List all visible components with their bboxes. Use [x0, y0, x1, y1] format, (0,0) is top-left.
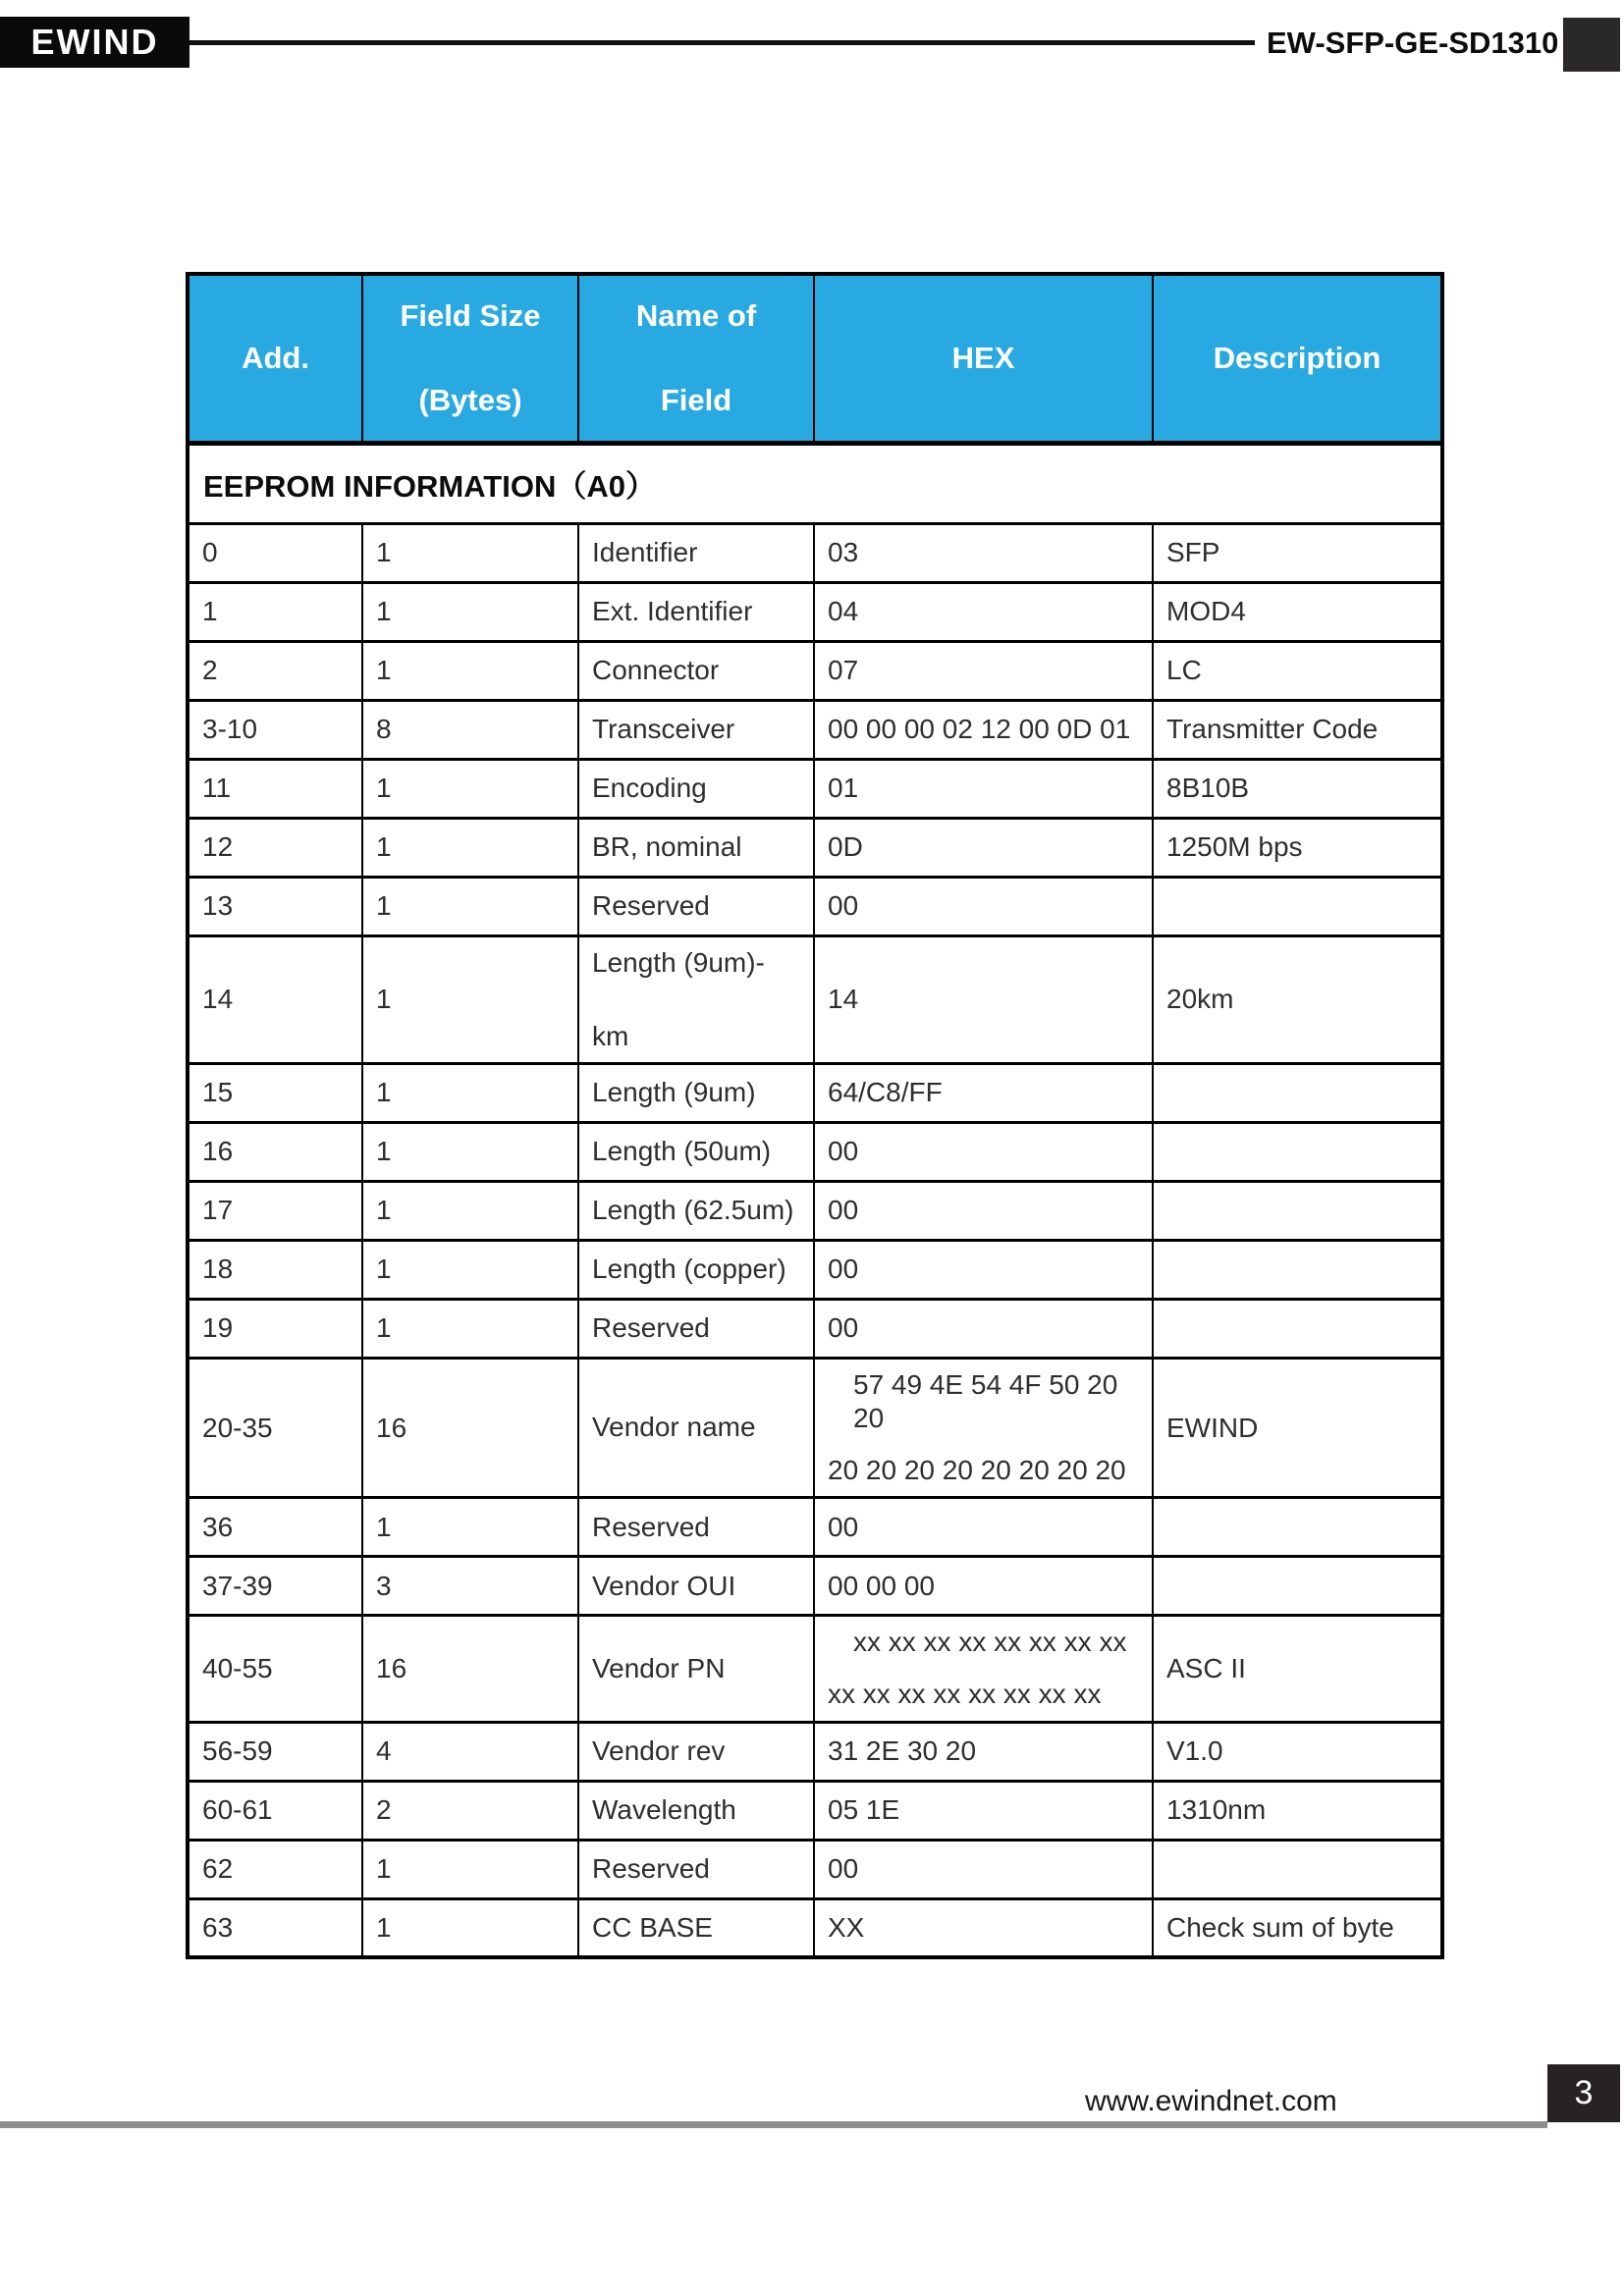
cell-add: 15 [188, 1063, 362, 1122]
cell-line: 00 [828, 1136, 859, 1167]
cell-add: 36 [188, 1498, 362, 1557]
table-row [188, 582, 1442, 641]
cell-line: Vendor OUI [592, 1570, 736, 1601]
cell-size: 1 [362, 523, 578, 582]
cell-line: km [592, 1020, 629, 1051]
cell-hex [814, 759, 1153, 818]
cell-hex [814, 1840, 1153, 1898]
page-number: 3 [1574, 2074, 1594, 2111]
table-row [188, 1498, 1442, 1557]
section-row [188, 443, 1442, 523]
table-row [188, 1240, 1442, 1299]
cell-line: 00 [828, 1195, 859, 1226]
col-header-name [578, 274, 814, 443]
col-header-add [188, 274, 362, 443]
table-row [188, 700, 1442, 759]
cell-line: Connector [592, 654, 720, 685]
cell-line: Identifier [592, 536, 698, 567]
cell-add: 1 [188, 582, 362, 641]
cell-desc [1153, 1498, 1442, 1557]
cell-size: 1 [362, 1063, 578, 1122]
cell-hex [814, 1722, 1153, 1781]
cell-name [578, 1299, 814, 1358]
cell-size: 1 [362, 759, 578, 818]
cell-hex [814, 1898, 1153, 1957]
cell-desc: MOD4 [1153, 582, 1442, 641]
cell-line: Reserved [592, 1511, 710, 1542]
cell-size: 8 [362, 700, 578, 759]
cell-desc: Transmitter Code [1153, 700, 1442, 759]
cell-line: 05 1E [828, 1794, 900, 1826]
table-header-row [188, 274, 1442, 443]
cell-hex [814, 523, 1153, 582]
cell-desc: 20km [1153, 935, 1442, 1063]
cell-line: 64/C8/FF [828, 1077, 943, 1108]
cell-line: 0D [828, 830, 863, 862]
cell-desc: LC [1153, 641, 1442, 700]
cell-hex [814, 1181, 1153, 1240]
col-header-line: (Bytes) [418, 382, 522, 417]
col-header-size [362, 274, 578, 443]
cell-name [578, 1498, 814, 1557]
cell-desc: 1310nm [1153, 1781, 1442, 1840]
table-row [188, 1063, 1442, 1122]
cell-line: 01 [828, 772, 859, 803]
cell-desc [1153, 1122, 1442, 1181]
cell-desc [1153, 877, 1442, 935]
col-header-line: Name of [635, 298, 757, 334]
cell-name [578, 818, 814, 877]
table-row [188, 1557, 1442, 1616]
cell-size: 1 [362, 935, 578, 1063]
table-body [188, 443, 1442, 1957]
cell-name [578, 1840, 814, 1898]
cell-line: BR, nominal [592, 830, 742, 862]
footer-website: www.ewindnet.com [1085, 2085, 1337, 2117]
cell-size: 1 [362, 1498, 578, 1557]
cell-line: 00 00 00 [828, 1570, 935, 1601]
col-header-line: Field [660, 382, 732, 417]
cell-line: 00 [828, 1511, 859, 1542]
cell-add: 3-10 [188, 700, 362, 759]
table-row [188, 818, 1442, 877]
cell-hex [814, 1358, 1153, 1497]
cell-desc: V1.0 [1153, 1722, 1442, 1781]
table-row [188, 1898, 1442, 1957]
cell-name [578, 1898, 814, 1957]
cell-add: 0 [188, 523, 362, 582]
table-row [188, 1358, 1442, 1497]
cell-line: 00 00 00 02 12 00 0D 01 [828, 713, 1131, 744]
cell-add: 37-39 [188, 1557, 362, 1616]
cell-add: 12 [188, 818, 362, 877]
cell-size: 1 [362, 641, 578, 700]
cell-desc: Check sum of byte [1153, 1898, 1442, 1957]
cell-line: XX [828, 1911, 865, 1943]
cell-line: Ext. Identifier [592, 595, 753, 626]
cell-line: CC BASE [592, 1911, 713, 1943]
cell-add: 63 [188, 1898, 362, 1957]
cell-hex [814, 1781, 1153, 1840]
cell-add: 40-55 [188, 1616, 362, 1722]
cell-line: 14 [828, 984, 859, 1015]
cell-line: Length (copper) [592, 1254, 786, 1285]
cell-name [578, 1616, 814, 1722]
cell-line: 00 [828, 1853, 859, 1885]
cell-add: 17 [188, 1181, 362, 1240]
cell-line: Vendor name [592, 1412, 756, 1443]
table-row [188, 641, 1442, 700]
cell-name [578, 1181, 814, 1240]
cell-name [578, 935, 814, 1063]
cell-size: 1 [362, 877, 578, 935]
cell-desc [1153, 1840, 1442, 1898]
cell-hex [814, 1122, 1153, 1181]
col-header-line: Field Size [400, 298, 541, 334]
col-header-desc [1153, 274, 1442, 443]
model-number: EW-SFP-GE-SD1310 [1267, 26, 1559, 60]
header-rule [189, 40, 1255, 45]
cell-add: 13 [188, 877, 362, 935]
cell-line: 07 [828, 654, 859, 685]
cell-desc [1153, 1181, 1442, 1240]
cell-name [578, 1358, 814, 1497]
table-row [188, 523, 1442, 582]
cell-add: 62 [188, 1840, 362, 1898]
cell-line: Wavelength [592, 1794, 736, 1826]
ewind-logo-text: EWIND [30, 22, 159, 62]
cell-line: Encoding [592, 772, 707, 803]
eeprom-table [186, 272, 1444, 1959]
cell-line: xx xx xx xx xx xx xx xx [853, 1627, 1127, 1658]
cell-add: 14 [188, 935, 362, 1063]
header-corner-box [1563, 18, 1620, 72]
cell-name [578, 759, 814, 818]
cell-line: Length (9um) [592, 1077, 756, 1108]
table-row [188, 1122, 1442, 1181]
cell-line: Length (9um)- [592, 946, 765, 978]
cell-hex [814, 818, 1153, 877]
cell-size: 16 [362, 1358, 578, 1497]
cell-name [578, 877, 814, 935]
cell-name [578, 1063, 814, 1122]
cell-desc: ASC II [1153, 1616, 1442, 1722]
cell-line: xx xx xx xx xx xx xx xx [828, 1679, 1102, 1710]
table-row [188, 1840, 1442, 1898]
cell-size: 4 [362, 1722, 578, 1781]
cell-size: 1 [362, 818, 578, 877]
ewind-logo [0, 17, 189, 68]
cell-name [578, 1557, 814, 1616]
cell-hex [814, 1498, 1153, 1557]
table-row [188, 1299, 1442, 1358]
cell-line: Length (50um) [592, 1136, 772, 1167]
cell-add: 16 [188, 1122, 362, 1181]
section-title: EEPROM INFORMATION（A0） [188, 443, 1442, 523]
cell-name [578, 582, 814, 641]
table-row [188, 877, 1442, 935]
cell-add: 19 [188, 1299, 362, 1358]
cell-line: 00 [828, 889, 859, 921]
table-row [188, 1616, 1442, 1722]
cell-add: 60-61 [188, 1781, 362, 1840]
table-row [188, 1722, 1442, 1781]
cell-desc: 1250M bps [1153, 818, 1442, 877]
cell-name [578, 1722, 814, 1781]
cell-desc [1153, 1063, 1442, 1122]
cell-desc: 8B10B [1153, 759, 1442, 818]
cell-name [578, 641, 814, 700]
cell-size: 3 [362, 1557, 578, 1616]
table-row [188, 1781, 1442, 1840]
table-header [188, 274, 1442, 443]
cell-line: 57 49 4E 54 4F 50 20 20 [853, 1368, 1118, 1433]
cell-name [578, 1781, 814, 1840]
cell-line: Vendor PN [592, 1652, 726, 1683]
cell-desc: SFP [1153, 523, 1442, 582]
table-row [188, 1181, 1442, 1240]
cell-add: 56-59 [188, 1722, 362, 1781]
col-header-line: Add. [242, 340, 309, 375]
cell-size: 1 [362, 1840, 578, 1898]
col-header-hex [814, 274, 1153, 443]
footer-rule [0, 2121, 1547, 2128]
cell-line: 20 20 20 20 20 20 20 20 [828, 1455, 1126, 1486]
cell-name [578, 1122, 814, 1181]
cell-hex [814, 877, 1153, 935]
cell-line: Reserved [592, 889, 710, 921]
cell-name [578, 523, 814, 582]
cell-desc [1153, 1240, 1442, 1299]
cell-hex [814, 1240, 1153, 1299]
cell-line: 04 [828, 595, 859, 626]
cell-hex [814, 700, 1153, 759]
cell-size: 1 [362, 1898, 578, 1957]
cell-size: 1 [362, 1181, 578, 1240]
cell-size: 1 [362, 1299, 578, 1358]
cell-add: 11 [188, 759, 362, 818]
cell-size: 1 [362, 1122, 578, 1181]
col-header-line: Description [1213, 340, 1381, 375]
cell-hex [814, 935, 1153, 1063]
col-header-line: HEX [951, 340, 1015, 375]
cell-add: 18 [188, 1240, 362, 1299]
cell-line: 00 [828, 1254, 859, 1285]
cell-desc [1153, 1557, 1442, 1616]
cell-line: 00 [828, 1312, 859, 1344]
cell-name [578, 700, 814, 759]
cell-add: 20-35 [188, 1358, 362, 1497]
cell-line: Length (62.5um) [592, 1195, 794, 1226]
table-row [188, 935, 1442, 1063]
cell-hex [814, 1557, 1153, 1616]
cell-desc: EWIND [1153, 1358, 1442, 1497]
cell-hex [814, 641, 1153, 700]
cell-line: 31 2E 30 20 [828, 1735, 977, 1767]
cell-line: Transceiver [592, 713, 735, 744]
cell-hex [814, 582, 1153, 641]
cell-line: 03 [828, 536, 859, 567]
cell-size: 2 [362, 1781, 578, 1840]
table-row [188, 759, 1442, 818]
cell-name [578, 1240, 814, 1299]
cell-hex [814, 1616, 1153, 1722]
cell-size: 16 [362, 1616, 578, 1722]
cell-line: Reserved [592, 1853, 710, 1885]
cell-size: 1 [362, 1240, 578, 1299]
cell-hex [814, 1063, 1153, 1122]
cell-add: 2 [188, 641, 362, 700]
page-number-badge [1547, 2064, 1620, 2122]
cell-size: 1 [362, 582, 578, 641]
cell-desc [1153, 1299, 1442, 1358]
cell-line: Vendor rev [592, 1735, 726, 1767]
cell-hex [814, 1299, 1153, 1358]
cell-line: Reserved [592, 1312, 710, 1344]
